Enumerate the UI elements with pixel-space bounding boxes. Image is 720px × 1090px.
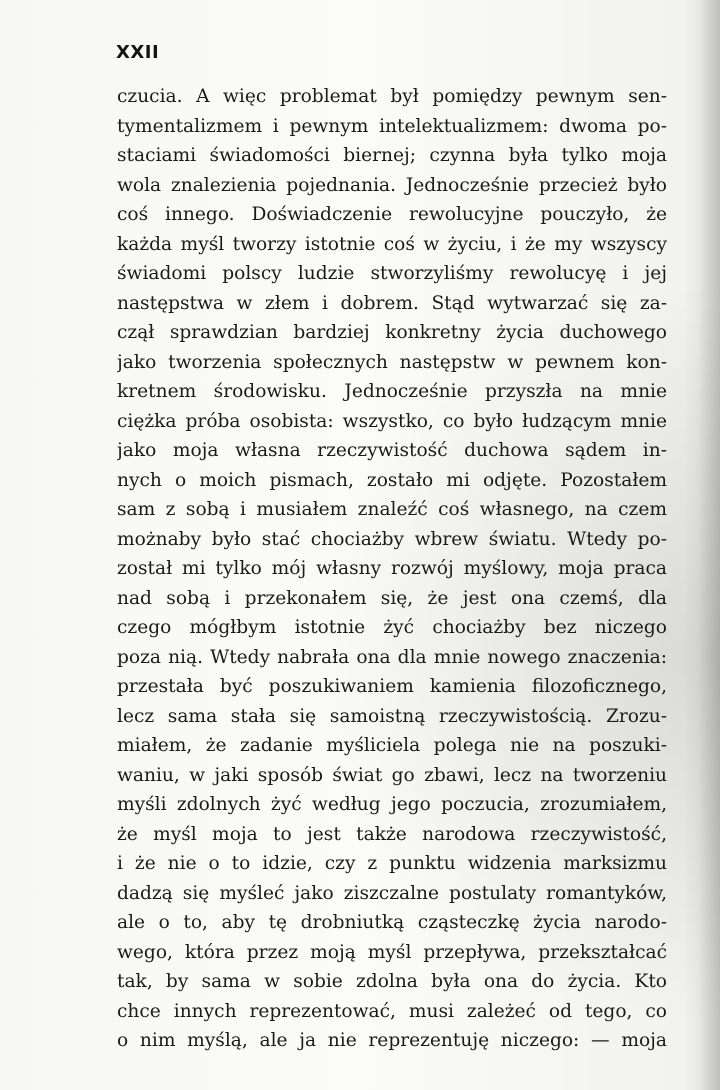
text-line: czucia. A więc problemat był pomiędzy pewnym sen- [117,86,667,107]
text-line: lecz sama stała się samoistną rzeczywistością. Zrozu- [117,705,667,727]
text-line: każda myśl tworzy istotnie coś w życiu, i że my wszyscy [117,233,667,255]
text-line: poza nią. Wtedy nabrała ona dla mnie nowego znaczenia: [117,646,667,668]
text-line: chce innych reprezentować, musi zależeć od tego, co [117,1000,667,1022]
text-line: ciężka próba osobista: wszystko, co było łudzącym mnie [117,410,667,432]
text-line: staciami świadomości biernej; czynna była tylko moja [117,145,667,166]
text-line: możnaby było stać chociażby wbrew światu. Wtedy po- [117,528,667,550]
text-line: sam z sobą i musiałem znaleźć coś własnego, na czem [117,499,667,520]
text-line: coś innego. Doświadczenie rewolucyjne pouczyło, że [117,204,667,225]
text-line: wego, która przez moją myśl przepływa, przekształcać [117,941,667,963]
text-line: nych o moich pismach, zostało mi odjęte. Pozostałem [117,469,667,491]
body-text [117,82,667,1056]
text-line: myśli zdolnych żyć według jego poczucia, zrozumiałem, [117,794,667,815]
text-line: o nim myślą, ale ja nie reprezentuję niczego: — moja [117,1030,667,1051]
text-line: świadomi polscy ludzie stworzyliśmy rewolucyę i jej [117,263,667,284]
text-line: kretnem środowisku. Jednocześnie przyszła na mnie [117,381,667,402]
text-line: waniu, w jaki sposób świat go zbawi, lecz na tworzeniu [117,764,667,786]
text-line: i że nie o to idzie, czy z punktu widzenia marksizmu [117,853,667,874]
text-line: został mi tylko mój własny rozwój myślowy, moja praca [117,558,667,579]
text-line: czął sprawdzian bardziej konkretny życia duchowego [117,322,667,343]
text-line: wola znalezienia pojednania. Jednocześnie przecież było [117,174,667,196]
text-line: tymentalizmem i pewnym intelektualizmem: dwoma po- [117,115,667,137]
text-line: tak, by sama w sobie zdolna była ona do życia. Kto [117,971,667,992]
text-line: następstwa w złem i dobrem. Stąd wytwarzać się za- [117,292,667,314]
text-line: ale o to, aby tę drobniutką cząsteczkę życia narodo- [117,912,667,933]
text-line: że myśl moja to jest także narodowa rzeczywistość, [117,823,667,845]
page-number: XXII [116,42,160,63]
text-line: przestała być poszukiwaniem kamienia filozoficznego, [117,676,667,697]
text-line: nad sobą i przekonałem się, że jest ona czemś, dla [117,587,667,609]
text-line: dadzą się myśleć jako ziszczalne postulaty romantyków, [117,882,667,904]
text-line: jako tworzenia społecznych następstw w pewnem kon- [117,351,667,373]
text-line: czego mógłbym istotnie żyć chociażby bez niczego [117,617,667,638]
text-line: jako moja własna rzeczywistość duchowa sądem in- [117,440,667,461]
text-line: miałem, że zadanie myśliciela polega nie na poszuki- [117,735,667,756]
